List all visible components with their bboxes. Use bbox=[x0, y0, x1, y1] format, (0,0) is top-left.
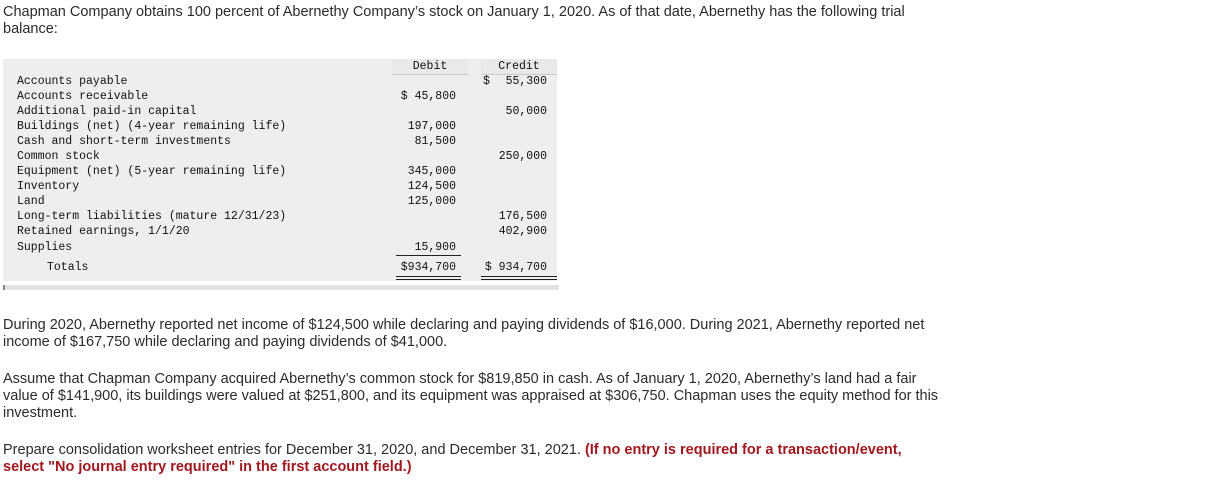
account-name: Long-term liabilities (mature 12/31/23) bbox=[17, 210, 287, 223]
credit-header: Credit bbox=[481, 59, 557, 75]
credit-value: 250,000 bbox=[498, 150, 547, 163]
debit-value: 15,900 bbox=[414, 241, 456, 254]
debit-total-double-rule-top bbox=[396, 276, 461, 277]
table-row bbox=[3, 119, 557, 134]
account-name: Additional paid-in capital bbox=[17, 105, 197, 118]
table-row bbox=[3, 240, 557, 255]
debit-value: 197,000 bbox=[407, 120, 456, 133]
table-row bbox=[3, 104, 557, 119]
debit-total-double-rule-bottom bbox=[396, 279, 461, 280]
table-row bbox=[3, 194, 557, 209]
debit-total: $934,700 bbox=[400, 261, 456, 274]
instructions-warning: (If no entry is required for a transaction/event, select "No journal entry required" in the first account field.) bbox=[3, 442, 902, 475]
table-row bbox=[3, 134, 557, 149]
account-name: Retained earnings, 1/1/20 bbox=[17, 225, 190, 238]
debit-header: Debit bbox=[392, 59, 468, 75]
account-name: Cash and short-term investments bbox=[17, 135, 231, 148]
table-row bbox=[3, 224, 557, 239]
intro-paragraph: Chapman Company obtains 100 percent of Abernethy Company’s stock on January 1, 2020. As of that date, Abernethy has the following trial balance: bbox=[3, 4, 905, 37]
credit-total-double-rule-top bbox=[481, 276, 557, 277]
account-name: Supplies bbox=[17, 241, 73, 254]
credit-value: 176,500 bbox=[498, 210, 547, 223]
debit-value: $ 45,800 bbox=[400, 90, 456, 103]
credit-total: $ 934,700 bbox=[484, 261, 547, 274]
account-name: Accounts payable bbox=[17, 75, 128, 88]
table-row bbox=[3, 89, 557, 104]
account-name: Buildings (net) (4-year remaining life) bbox=[17, 120, 287, 133]
income-paragraph: During 2020, Abernethy reported net income of $124,500 while declaring and paying dividends of $16,000. During 2021, Abernethy reported net income of $167,750 while declaring and paying dividends of $41,000. bbox=[3, 317, 925, 350]
debit-value: 124,500 bbox=[407, 180, 456, 193]
instructions-paragraph bbox=[3, 442, 943, 476]
debit-value: 125,000 bbox=[407, 195, 456, 208]
debit-value: 81,500 bbox=[414, 135, 456, 148]
credit-value: 55,300 bbox=[505, 75, 547, 88]
totals-label: Totals bbox=[47, 261, 89, 274]
table-row bbox=[3, 74, 557, 89]
instructions-text: Prepare consolidation worksheet entries for December 31, 2020, and December 31, 2021. bbox=[3, 442, 581, 458]
credit-value: 402,900 bbox=[498, 225, 547, 238]
account-name: Common stock bbox=[17, 150, 100, 163]
table-row bbox=[3, 179, 557, 194]
totals-row bbox=[3, 260, 557, 275]
trial-balance-table bbox=[3, 59, 557, 293]
table-bottom-bar bbox=[3, 285, 559, 290]
debit-subtotal-rule bbox=[396, 255, 461, 256]
account-name: Accounts receivable bbox=[17, 90, 149, 103]
credit-total-double-rule-bottom bbox=[481, 279, 557, 280]
account-name: Land bbox=[17, 195, 45, 208]
table-row bbox=[3, 209, 557, 224]
acquisition-paragraph: Assume that Chapman Company acquired Abernethy’s common stock for $819,850 in cash. As of January 1, 2020, Abernethy’s land had a fair value of $141,900, its buildings were valued at $251,800, and its equipment was appraised at $306,750. Chapman uses the equity method for this investment. bbox=[3, 371, 939, 421]
table-row bbox=[3, 149, 557, 164]
credit-value: 50,000 bbox=[505, 105, 547, 118]
debit-value: 345,000 bbox=[407, 165, 456, 178]
account-name: Equipment (net) (5-year remaining life) bbox=[17, 165, 287, 178]
credit-currency: $ bbox=[483, 75, 490, 88]
account-name: Inventory bbox=[17, 180, 80, 193]
table-row bbox=[3, 164, 557, 179]
